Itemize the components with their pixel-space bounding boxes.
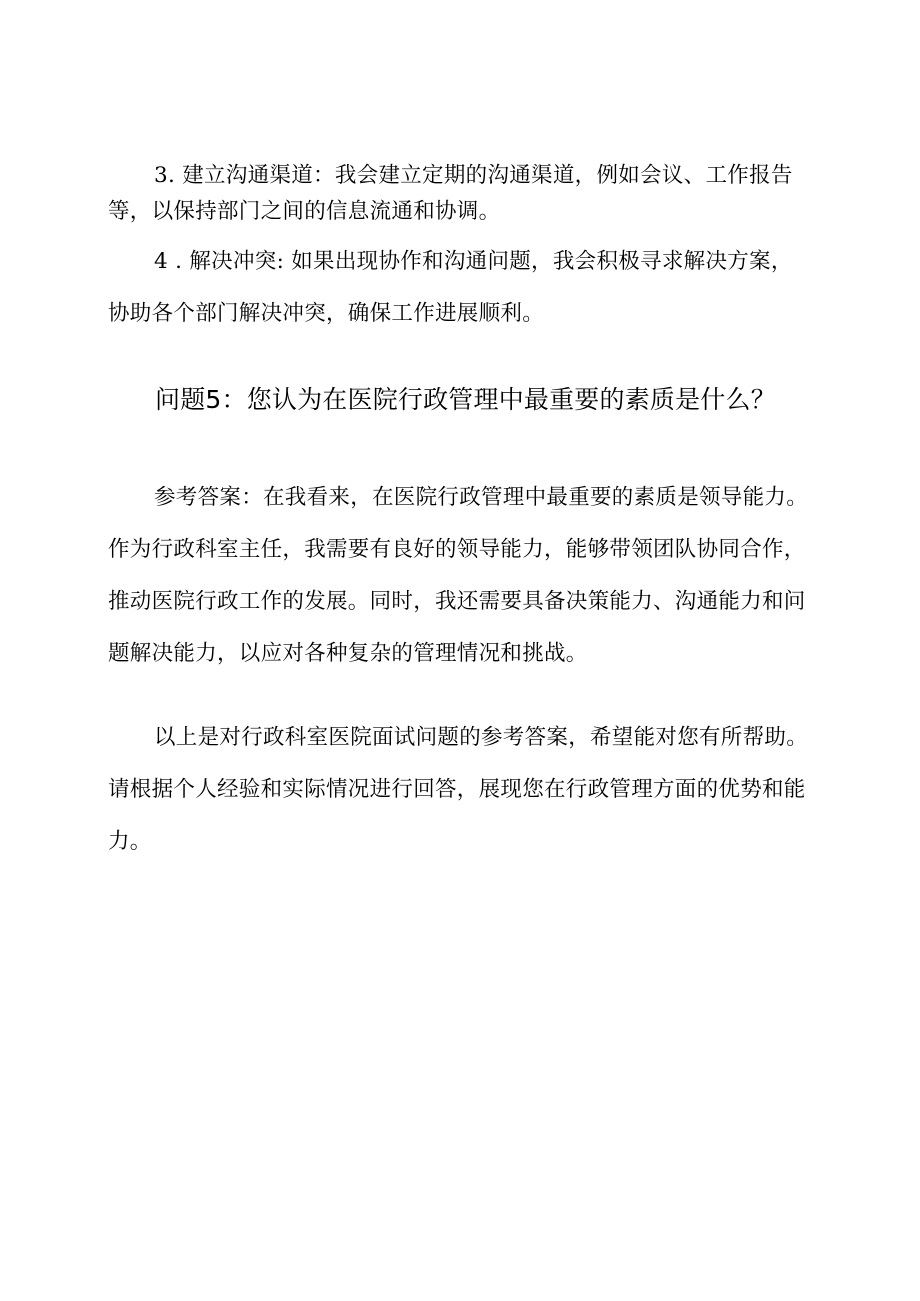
closing-paragraph: 以上是对行政科室医院面试问题的参考答案，希望能对您有所帮助。请根据个人经验和实际情况进行回答，展现您在行政管理方面的优势和能力。	[108, 725, 809, 854]
answer-5-paragraph: 参考答案：在我看来，在医院行政管理中最重要的素质是领导能力。作为行政科室主任，我需要有良好的领导能力，能够带领团队协同合作，推动医院行政工作的发展。同时，我还需要具备决策能力、沟通能力和问题解决能力，以应对各种复杂的管理情况和挑战。	[108, 485, 809, 666]
question-5-heading: 问题5：您认为在医院行政管理中最重要的素质是什么？	[155, 385, 776, 414]
list-item-3-paragraph: 3. 建立沟通渠道：我会建立定期的沟通渠道，例如会议、工作报告等，以保持部门之间的信息流通和协调。	[108, 163, 793, 224]
list-item-4-paragraph: 4 . 解决冲突: 如果出现协作和沟通问题，我会积极寻求解决方案，协助各个部门解决冲突，确保工作进展顺利。	[108, 249, 793, 326]
